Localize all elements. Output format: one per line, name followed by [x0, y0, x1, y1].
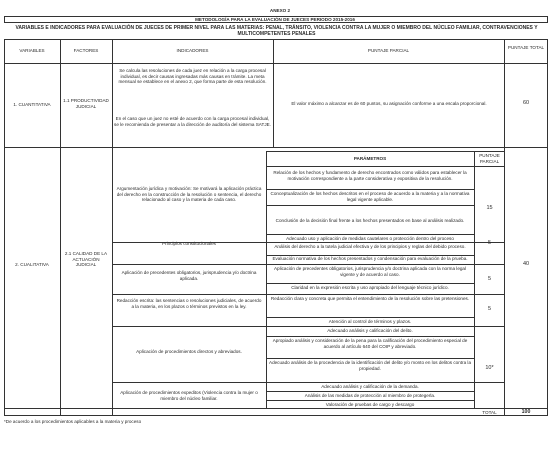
group4-score: 5: [487, 306, 492, 312]
group5-param-div-2: [266, 358, 474, 359]
methodology-title: METODOLOGÍA PARA LA EVALUACIÓN DE JUECES PERIODO 2015-2016: [195, 17, 355, 22]
group2-param-2: Evaluación normativa de los hechos presentados y condensación para evaluación de la prueba.: [272, 256, 468, 261]
group6-param-div-2: [266, 400, 474, 401]
variable2-name: 2. CUALITATIVA: [15, 262, 49, 267]
group5-param-2: Apropiado análisis y consideración de la pena para la calificación del procedimiento especial de acuerdo al artículo 640 del COIP y abreviado.: [272, 338, 468, 349]
group5-param-div-1: [266, 336, 474, 337]
col-header-puntaje-total: PUNTAJE TOTAL: [507, 45, 545, 50]
variable1-factor: 1.1 PRODUCTIVIDAD JUDICIAL: [63, 98, 109, 109]
v2-params-header-top: [266, 151, 504, 152]
group1-param-div-2: [266, 205, 474, 206]
group3-bottom: [112, 294, 504, 295]
group5-indicator: Aplicación de procedimientos directos y abreviados.: [136, 349, 242, 354]
variable2-total: 40: [522, 261, 530, 267]
group1-score: 15: [486, 205, 493, 211]
group4-param-2: Atención al control de términos y plazos.: [328, 319, 412, 324]
group4-param-1: Redacción clara y concreta que permita el entendimiento de la resolución sobre las pretensiones.: [270, 296, 470, 301]
group1-param-4: Adecuado uso y aplicación de medidas cautelares o protección dentro del proceso: [286, 236, 454, 241]
group3-param-2: Claridad en la expresión escrita y uso apropiado del lenguaje técnico jurídico.: [291, 285, 449, 290]
group2-score: 5: [487, 240, 492, 246]
group3-param-div-1: [266, 283, 474, 284]
col-header-indicadores: INDICADORES: [176, 48, 209, 53]
variable1-indicator-p1: Se calcula las resoluciones de cada juez en relación a la carga procesal individual, es decir causas ingresadas más causas en trámite. La meta mensual se establece en el anexo 2, que forma parte de esta resolución.: [118, 68, 267, 85]
annex-label: ANEXO 2: [269, 8, 291, 13]
group6-param-2: Análisis de las medidas de protección al miembro de protegerla.: [304, 393, 436, 398]
group5-score: 10*: [485, 365, 494, 371]
footnote: *De acuerdo a los procedimientos aplicables a la materia y proceso: [4, 419, 142, 424]
group1-param-1: Relación de los hechos y fundamento de derecho encontrados como válidos para establecer la motivación correspondiente a la parte considerativa y expositiva de la resolución.: [273, 170, 467, 181]
group1-param-div-3: [266, 234, 474, 235]
variable1-partial: El valor máximo a alcanzar es de 60 puntos, su asignación conforme a una escala proporcional.: [291, 101, 487, 106]
col-divider-4: [504, 39, 505, 416]
document-title: VARIABLES E INDICADORES PARA EVALUACIÓN DE JUECES DE PRIMER NIVEL PARA LAS MATERIAS: PENAL, TRÁNSITO, VIOLENCIA CONTRA LA MUJER O MIEMBRO DEL NÚCLEO FAMILIAR, CONTRAVENCIONES Y MULTICOMPETENTES PENALES: [15, 25, 538, 37]
total-value: 100: [521, 409, 531, 415]
group2-bottom: [112, 264, 504, 265]
group6-indicator: Aplicación de procedimientos expeditos (Violencia contra la mujer o miembro del núcleo familiar.: [120, 390, 258, 401]
col-header-factores: FACTORES: [73, 48, 99, 53]
total-label: TOTAL: [482, 410, 497, 415]
variable1-indicator-p2: En el caso que un juez no esté de acuerdo con la carga procesal individual, se le recomienda de presentar a la dirección de auditoría del sistema SATJE.: [114, 116, 271, 127]
group2-indicator: Principios constitucionales: [162, 241, 216, 246]
variable2-factor: 2.1 CALIDAD DE LA ACTUACIÓN JUDICIAL: [64, 251, 108, 268]
group1-param-2: Conceptualización de los hechos descritos en el proceso de acuerdo a la materia y a la normativa legal vigente aplicable.: [270, 191, 470, 202]
group5-param-3: Adecuado análisis de la procedencia de la identificación del delito y/o monto en los delitos contra la propiedad.: [269, 360, 471, 371]
group5-bottom: [112, 382, 504, 383]
group6-param-3: Valoración de pruebas de cargo y descargo: [325, 402, 415, 407]
group4-param-div-1: [266, 317, 474, 318]
col-divider-3: [273, 39, 274, 147]
group4-indicator: Redacción escrita: las sentencias o resoluciones judiciales, de acuerdo a la materia, en los plazos o términos previstos en la ley.: [116, 298, 262, 309]
group5-param-1: Adecuado análisis y calificación del delito.: [327, 328, 413, 333]
group1-indicator: Argumentación jurídica y motivación: Se motivará la aplicación práctica del derecho en la construcción de la resolución o sentencia, el derecho relacionado al caso y la materia de cada caso.: [116, 186, 262, 203]
params-header: PARÁMETROS: [353, 156, 387, 161]
group3-param-1: Aplicación de precedentes obligatorios, jurisprudencia y/o doctrina aplicada con la norma legal vigente y de acuerdo al caso.: [273, 266, 467, 277]
header-row-divider: [4, 63, 548, 64]
group3-score: 5: [487, 276, 492, 282]
total-row-top: [4, 408, 548, 409]
group6-param-1: Adecuado análisis y calificación de la demanda.: [321, 384, 419, 389]
partial-score-header: PUNTAJE PARCIAL: [479, 153, 500, 164]
group1-param-3: Conclusión de la decisión final frente a los hechos presentados en base al análisis realizado.: [275, 218, 465, 223]
variable1-row-divider: [4, 147, 548, 148]
variable1-name: 1. CUANTITATIVA: [13, 102, 51, 107]
group3-indicator: Aplicación de precedentes obligatorios, jurisprudencia y/o doctrina aplicada.: [121, 270, 257, 281]
col-header-puntaje-parcial: PUNTAJE PARCIAL: [367, 48, 410, 53]
variable1-total: 60: [522, 100, 530, 106]
group2-param-1: Análisis del derecho a la tutela judicial efectiva y de los principios y reglas del debido proceso.: [274, 244, 466, 249]
col-divider-1: [60, 39, 61, 416]
group4-bottom: [112, 326, 504, 327]
col-divider-2: [112, 39, 113, 416]
col-header-variables: VARIABLES: [19, 48, 45, 53]
group1-param-div-1: [266, 189, 474, 190]
v2-score-divider: [474, 151, 475, 408]
v2-params-header-bottom: [266, 166, 504, 167]
group6-param-div-1: [266, 391, 474, 392]
